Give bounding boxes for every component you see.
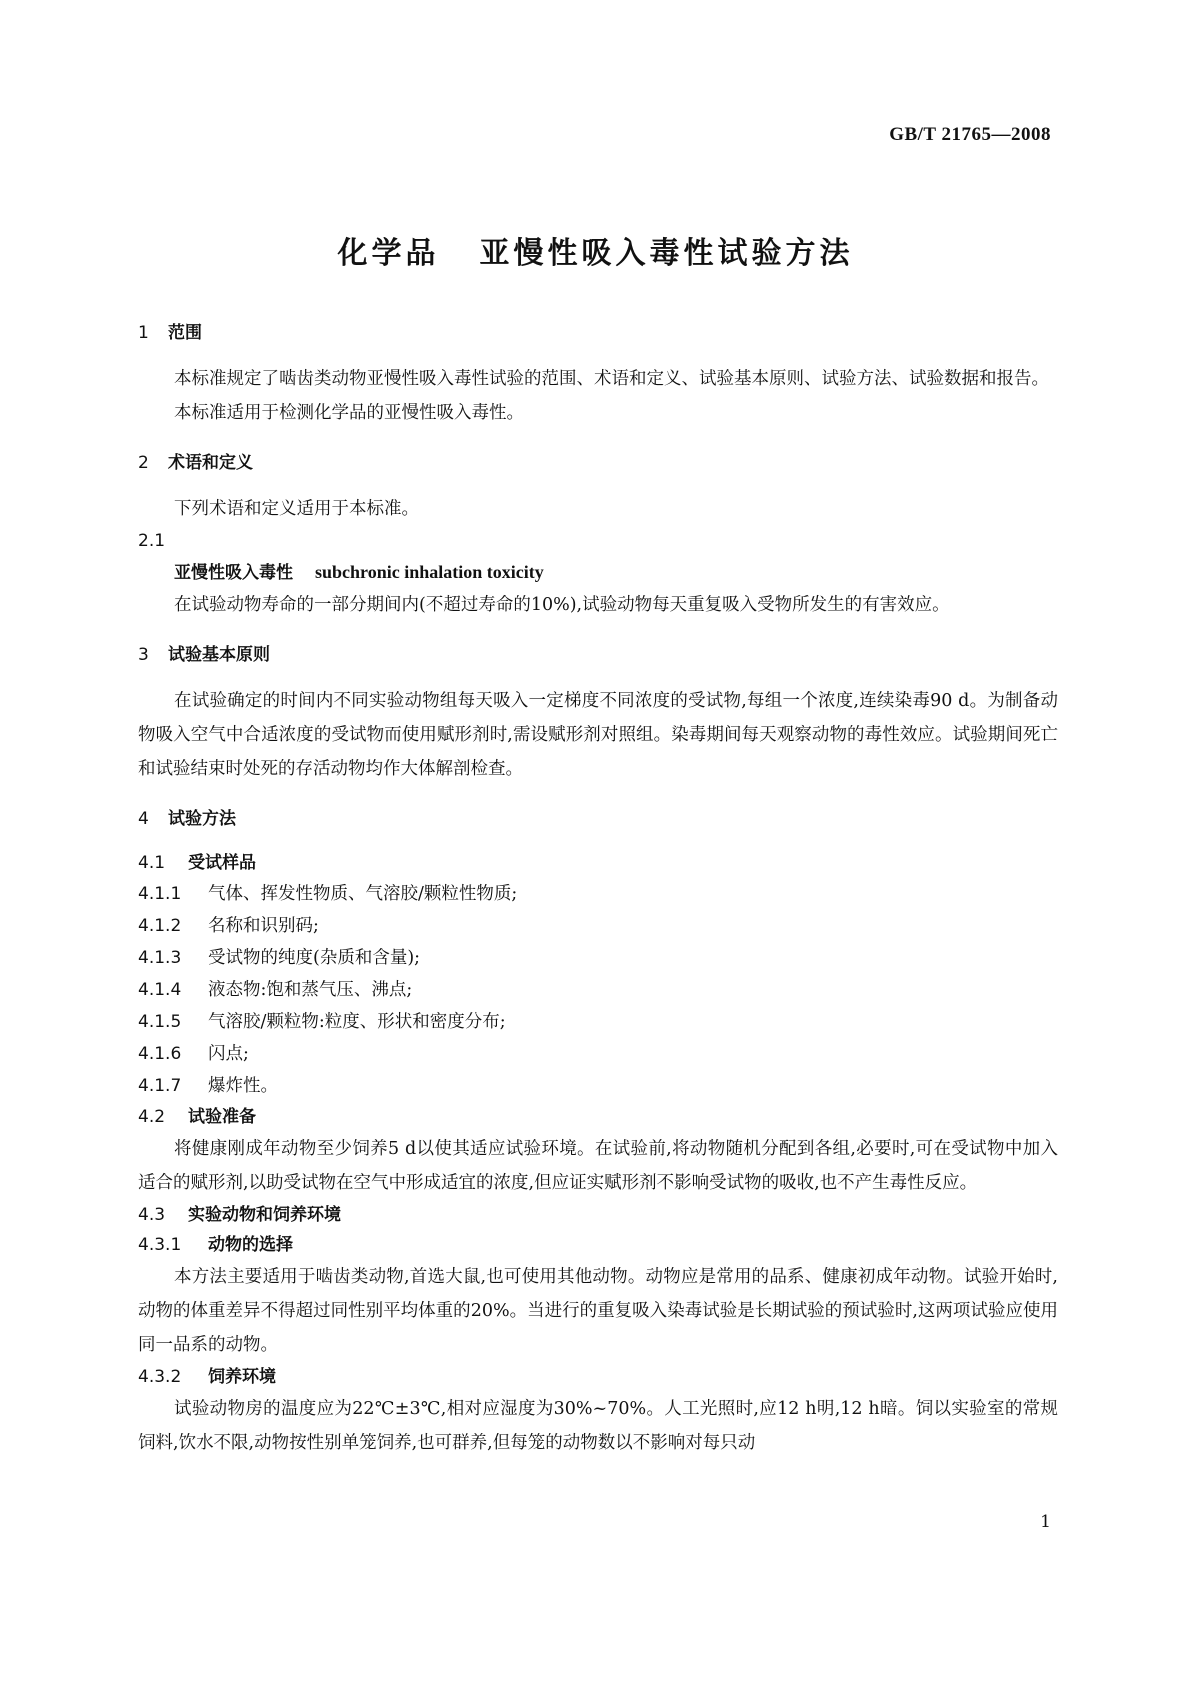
term-english: subchronic inhalation toxicity [315, 562, 544, 582]
section-number: 2 [138, 453, 149, 473]
subsection-title: 试验准备 [188, 1107, 256, 1127]
list-item [138, 878, 1058, 910]
item-number: 4.1.3 [138, 948, 182, 968]
subsection-4-3-2-paragraph: 试验动物房的温度应为22℃±3℃,相对应湿度为30%~70%。人工光照时,应12 h明,12 h暗。饲以实验室的常规饲料,饮水不限,动物按性别单笼饲养,也可群养,但每笼的动物数以不影响对每只动 [138, 1399, 1058, 1453]
list-item [138, 1038, 1058, 1070]
item-number: 4.1.1 [138, 884, 182, 904]
list-item [138, 1070, 1058, 1102]
title-part-1: 化学品 [337, 236, 440, 271]
item-text: 气溶胶/颗粒物:粒度、形状和密度分布; [208, 1012, 506, 1032]
title-part-2: 亚慢性吸入毒性试验方法 [479, 236, 854, 271]
subsection-number: 4.2 [138, 1107, 166, 1127]
subsection-title: 受试样品 [188, 853, 256, 873]
subsection-number: 4.3 [138, 1205, 166, 1225]
subsection-number: 4.1 [138, 853, 166, 873]
term-number: 2.1 [138, 531, 166, 551]
section-1-heading [138, 318, 1058, 348]
item-text: 闪点; [208, 1044, 249, 1064]
item-text: 爆炸性。 [208, 1076, 278, 1096]
subsection-title: 动物的选择 [208, 1235, 293, 1255]
subsection-4-2-heading [138, 1102, 1058, 1132]
section-2-heading [138, 448, 1058, 478]
page-title [0, 228, 1191, 272]
term-heading [138, 556, 1058, 588]
page-number: 1 [1040, 1512, 1051, 1532]
section-number: 3 [138, 645, 149, 665]
section-title: 术语和定义 [168, 453, 253, 473]
section-1-paragraph-1: 本标准规定了啮齿类动物亚慢性吸入毒性试验的范围、术语和定义、试验基本原则、试验方法、试验数据和报告。 [174, 369, 1049, 389]
item-number: 4.1.7 [138, 1076, 182, 1096]
subsection-4-2-paragraph: 将健康刚成年动物至少饲养5 d以使其适应试验环境。在试验前,将动物随机分配到各组,必要时,可在受试物中加入适合的赋形剂,以助受试物在空气中形成适宜的浓度,但应证实赋形剂不影响受试物的吸收,也不产生毒性反应。 [138, 1139, 1058, 1193]
item-number: 4.1.6 [138, 1044, 182, 1064]
subsection-title: 饲养环境 [208, 1367, 276, 1387]
list-item [138, 910, 1058, 942]
subsection-4-3-1-paragraph: 本方法主要适用于啮齿类动物,首选大鼠,也可使用其他动物。动物应是常用的品系、健康初成年动物。试验开始时,动物的体重差异不得超过同性别平均体重的20%。当进行的重复吸入染毒试验是长期试验的预试验时,这两项试验应使用同一品系的动物。 [138, 1267, 1058, 1355]
document-body [138, 318, 1058, 1460]
section-number: 1 [138, 323, 149, 343]
list-item [138, 1006, 1058, 1038]
list-item [138, 974, 1058, 1006]
term-definition: 在试验动物寿命的一部分期间内(不超过寿命的10%),试验动物每天重复吸入受物所发生的有害效应。 [174, 595, 950, 615]
section-2-paragraph-1: 下列术语和定义适用于本标准。 [174, 499, 419, 519]
subsection-4-3-heading [138, 1200, 1058, 1230]
item-text: 名称和识别码; [208, 916, 319, 936]
section-title: 试验基本原则 [168, 645, 270, 665]
section-3-paragraph-1: 在试验确定的时间内不同实验动物组每天吸入一定梯度不同浓度的受试物,每组一个浓度,连续染毒90 d。为制备动物吸入空气中合适浓度的受试物而使用赋形剂时,需设赋形剂对照组。染毒期间每天观察动物的毒性效应。试验期间死亡和试验结束时处死的存活动物均作大体解剖检查。 [138, 691, 1058, 779]
subsection-number: 4.3.2 [138, 1367, 182, 1387]
subsection-4-3-2-heading [138, 1362, 1058, 1392]
standard-code: GB/T 21765—2008 [889, 124, 1051, 145]
subsection-number: 4.3.1 [138, 1235, 182, 1255]
subsection-4-1-heading [138, 848, 1058, 878]
subsection-title: 实验动物和饲养环境 [188, 1205, 341, 1225]
term-chinese: 亚慢性吸入毒性 [174, 563, 293, 583]
item-number: 4.1.2 [138, 916, 182, 936]
subsection-4-3-1-heading [138, 1230, 1058, 1260]
list-item [138, 942, 1058, 974]
item-number: 4.1.4 [138, 980, 182, 1000]
section-number: 4 [138, 809, 149, 829]
section-3-heading [138, 640, 1058, 670]
section-4-heading [138, 804, 1058, 834]
item-text: 气体、挥发性物质、气溶胶/颗粒性物质; [208, 884, 518, 904]
section-1-paragraph-2: 本标准适用于检测化学品的亚慢性吸入毒性。 [174, 403, 524, 423]
section-title: 试验方法 [168, 809, 236, 829]
item-number: 4.1.5 [138, 1012, 182, 1032]
section-title: 范围 [168, 323, 202, 343]
item-text: 液态物:饱和蒸气压、沸点; [208, 980, 413, 1000]
item-text: 受试物的纯度(杂质和含量); [208, 948, 421, 968]
